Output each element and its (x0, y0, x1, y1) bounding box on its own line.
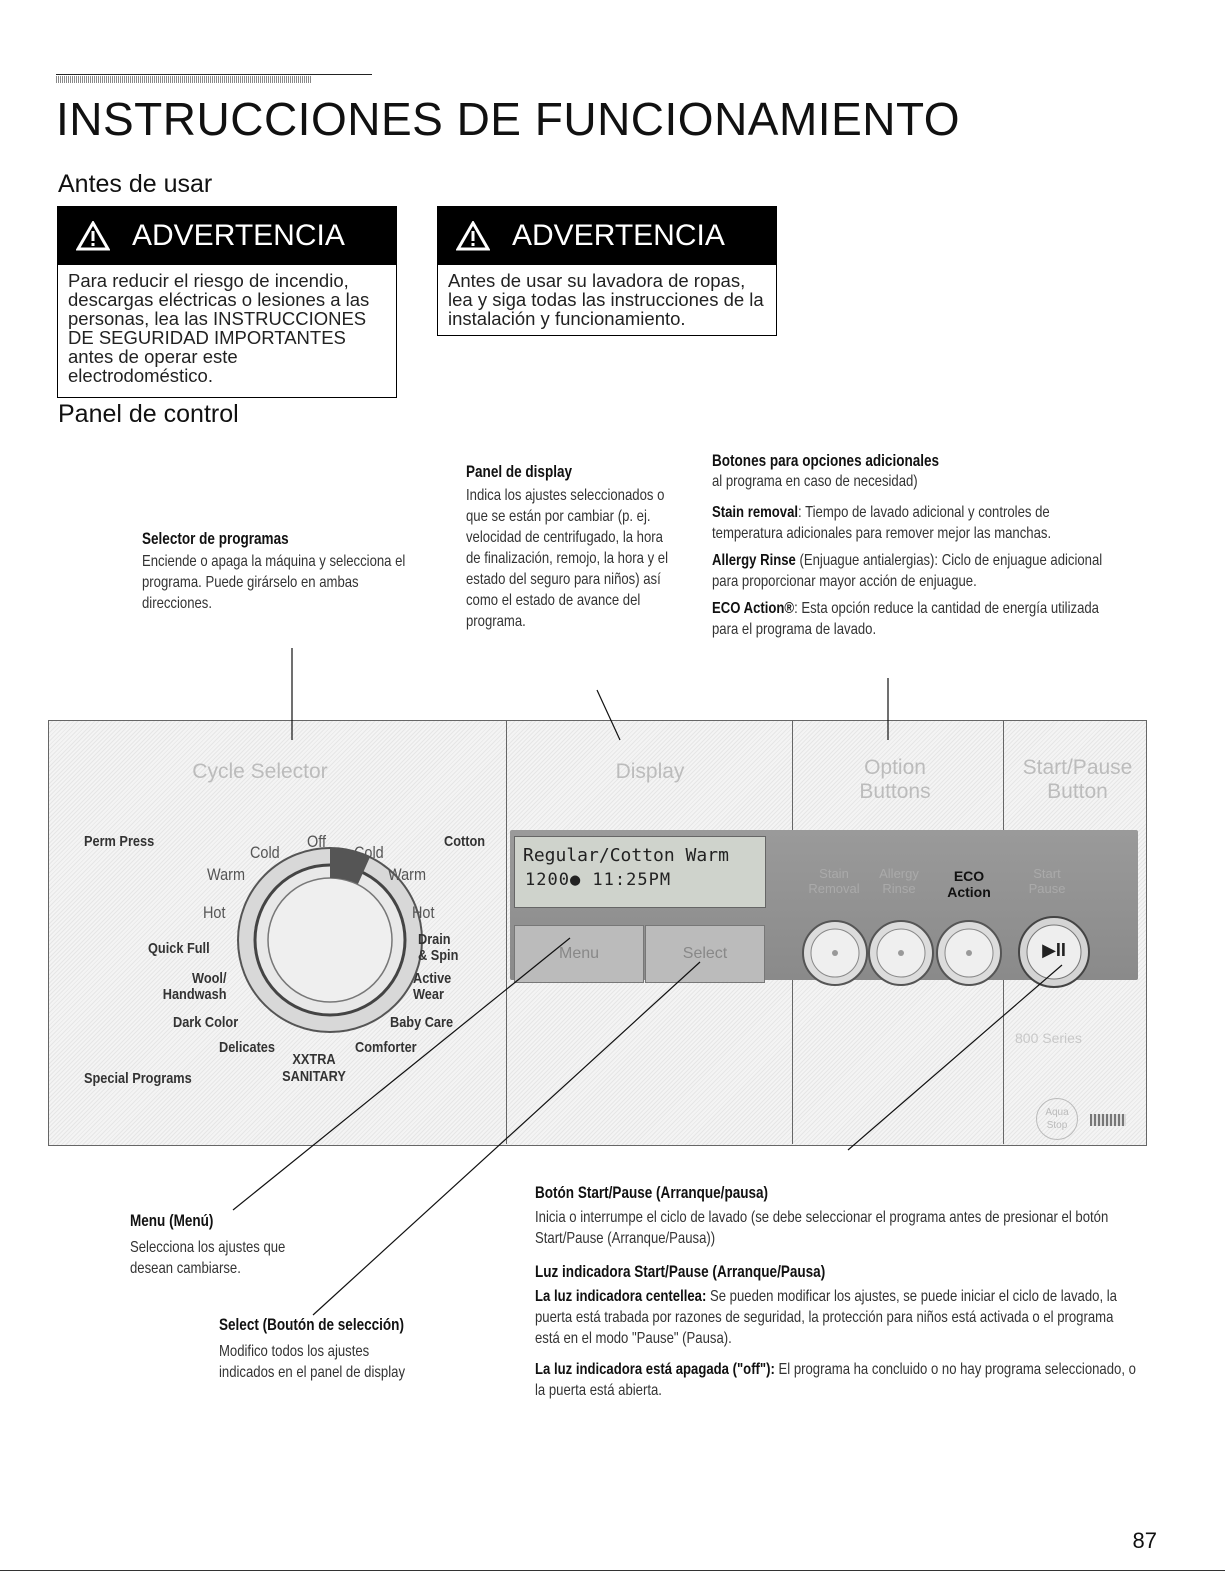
section-heading-before-use: Antes de usar (58, 170, 213, 198)
dial-label-active-wear: Active Wear (413, 970, 452, 1003)
dial-label-baby-care: Baby Care (390, 1014, 454, 1031)
annotation-title: Selector de programas (142, 530, 289, 548)
annotation-title: Botones para opciones adicionales (712, 452, 940, 470)
dial-label-off: Off (307, 832, 327, 851)
annotation-menu (130, 1212, 360, 1279)
annotation-title: Botón Start/Pause (Arranque/pausa) (535, 1184, 769, 1202)
annotation-start-pause (535, 1184, 1155, 1401)
annotation-title: Menu (Menú) (130, 1212, 214, 1230)
dial-label-drain-spin: Drain & Spin (418, 931, 459, 964)
panel-label-display: Display (615, 760, 685, 783)
allergy-rinse-label: Allergy Rinse (879, 866, 919, 896)
play-pause-icon: ▶II (1042, 940, 1066, 960)
dial-label-xxtra-sanitary: XXTRA SANITARY (282, 1051, 346, 1085)
dial-label-cold-left: Cold (250, 843, 280, 862)
annotation-text: Enciende o apaga la máquina y selecciona el programa. Puede girárselo en ambas direcciones. (142, 553, 406, 612)
dial-label-quick-full: Quick Full (148, 940, 210, 957)
dial-label-perm-press: Perm Press (84, 833, 155, 850)
annotation-light-title: Luz indicadora Start/Pause (Arranque/Pausa) (535, 1263, 826, 1281)
annotation-text: Indica los ajustes seleccionados o que se están por cambiar (p. ej. velocidad de centrifugado, la hora de finalización, remojo, la hora y el estado del seguro para niños) así como el estado de avance del programa. (466, 487, 669, 630)
footer-rule (0, 1570, 1225, 1571)
menu-button[interactable]: Menu (514, 925, 644, 983)
dial-label-delicates: Delicates (219, 1039, 275, 1056)
dial-label-warm-left: Warm (207, 865, 245, 884)
dial-label-hot-left: Hot (203, 903, 226, 922)
annotation-title: Panel de display (466, 463, 573, 481)
annotation-blinking: La luz indicadora centellea: Se pueden modificar los ajustes, se puede iniciar el ciclo de lavado, la puerta está trabada por razones de seguridad, la protección para niños está activada o el programa está en el modo "Pause" (Pausa). (535, 1288, 1117, 1347)
series-label: 800 Series (1015, 1030, 1082, 1046)
select-button[interactable]: Select (645, 925, 765, 983)
annotation-select (219, 1316, 479, 1383)
page-number: 87 (1132, 1528, 1157, 1553)
option-item-eco-action: ECO Action®: Esta opción reduce la cantidad de energía utilizada para el programa de lavado. (712, 600, 1099, 638)
dial-label-cold-right: Cold (354, 843, 384, 862)
start-pause-label: Start Pause (1028, 866, 1066, 896)
option-item-allergy-rinse: Allergy Rinse (Enjuague antialergias): Ciclo de enjuague adicional para proporcionar mayor acción de enjuague. (712, 552, 1103, 590)
warning-heading: ADVERTENCIA (132, 219, 345, 252)
annotation-title: Select (Boutón de selección) (219, 1316, 404, 1334)
panel-label-start-pause: Start/Pause Button (1022, 756, 1133, 803)
aqua-stop-logo: Aqua Stop (1036, 1098, 1078, 1140)
option-item-stain-removal: Stain removal: Tiempo de lavado adicional y controles de temperatura adicionales para remover mejor las manchas. (712, 504, 1052, 542)
dial-label-special-programs: Special Programs (84, 1070, 192, 1087)
annotation-text: Modifico todos los ajustes indicados en el panel de display (219, 1343, 405, 1381)
dial-label-hot-right: Hot (412, 903, 435, 922)
lcd-line-1: Regular/Cotton Warm (523, 845, 729, 866)
annotation-text: al programa en caso de necesidad) (712, 473, 918, 490)
panel-label-option-buttons: Option Buttons (859, 756, 931, 803)
annotation-text: Selecciona los ajustes que desean cambiarse. (130, 1239, 286, 1277)
warning-text: Para reducir el riesgo de incendio, descargas eléctricas o lesiones a las personas, lea las INSTRUCCIONES DE SEGURIDAD IMPORTANTES antes de operar este electrodoméstico. (68, 270, 370, 386)
dial-label-comforter: Comforter (355, 1039, 417, 1056)
dial-label-cotton: Cotton (444, 833, 486, 850)
warning-heading: ADVERTENCIA (512, 219, 725, 252)
annotation-text: Inicia o interrumpe el ciclo de lavado (se debe seleccionar el programa antes de presionar el botón Start/Pause (Arranque/Pausa)) (535, 1209, 1109, 1247)
warning-text: Antes de usar su lavadora de ropas, lea y siga todas las instrucciones de la instalación y funcionamiento. (448, 270, 764, 329)
lcd-line-2: 1200● 11:25PM (525, 870, 672, 890)
dial-label-dark-color: Dark Color (173, 1014, 239, 1031)
dial-label-wool-handwash: Wool/ Handwash (162, 970, 227, 1003)
annotation-off: La luz indicadora está apagada ("off"): El programa ha concluido o no hay programa seleccionado, o la puerta está abierta. (535, 1361, 1136, 1399)
dial-label-warm-right: Warm (388, 865, 426, 884)
page-title: INSTRUCCIONES DE FUNCIONAMIENTO (56, 93, 961, 145)
section-heading-control-panel: Panel de control (58, 400, 239, 428)
eco-action-label: ECO Action (947, 868, 991, 900)
stain-removal-label: Stain Removal (808, 866, 860, 896)
panel-label-cycle-selector: Cycle Selector (192, 760, 328, 783)
